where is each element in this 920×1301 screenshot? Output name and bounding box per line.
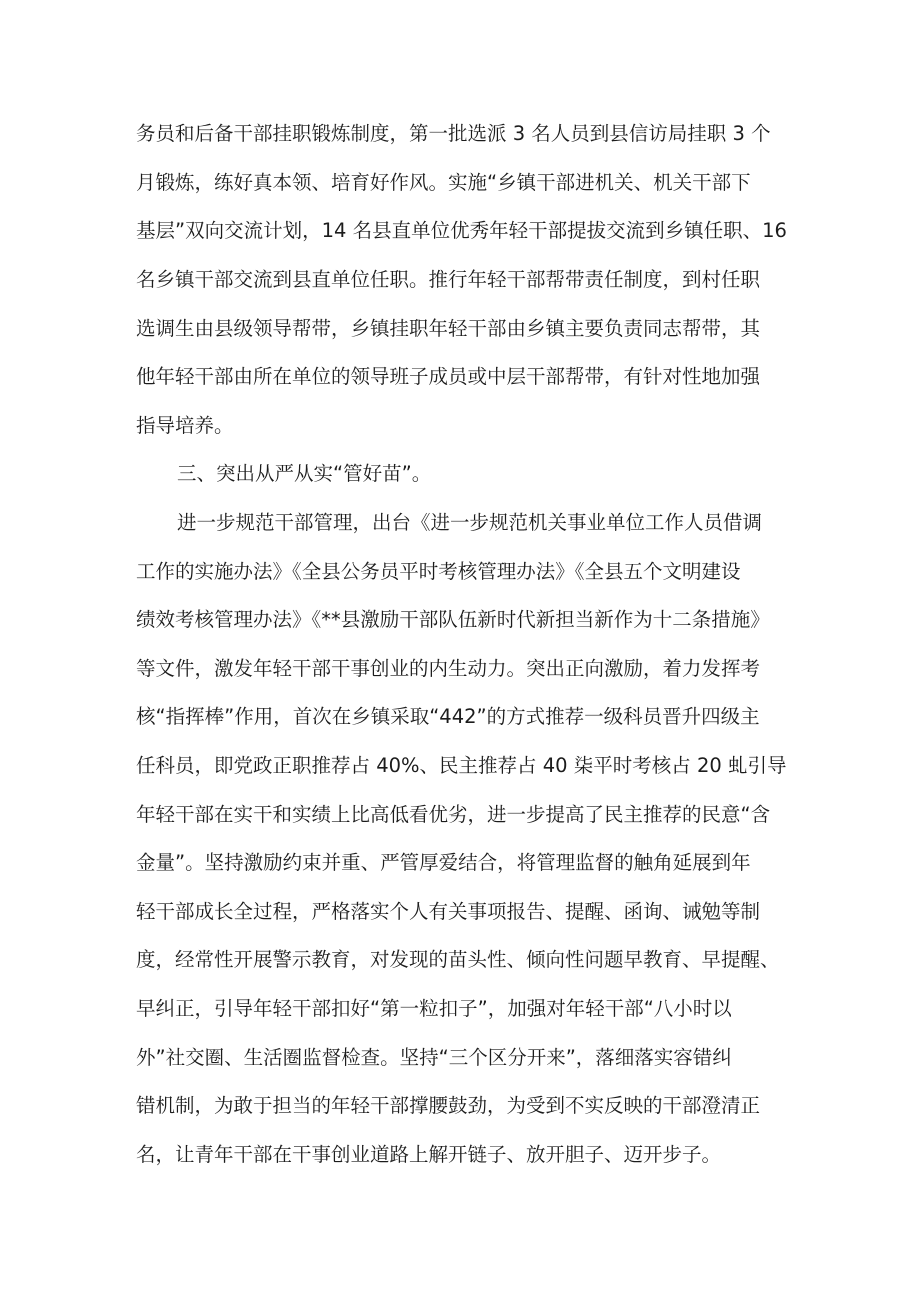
text-line: 进一步规范干部管理，出台《进一步规范机关事业单位工作人员借调 (177, 511, 763, 534)
text-line: 绩效考核管理办法》《**县激励干部队伍新时代新担当新作为十二条措施》 (136, 608, 770, 631)
text-line: 工作的实施办法》《全县公务员平时考核管理办法》《全县五个文明建设 (136, 560, 741, 583)
text-line: 任科员，即党政正职推荐占 40%、民主推荐占 40 柒平时考核占 20 虬引导 (136, 754, 787, 777)
text-line: 错机制，为敢于担当的年轻干部撑腰鼓劲，为受到不实反映的干部澄清正 (136, 1094, 761, 1117)
text-line: 名，让青年干部在干事创业道路上解开链子、放开胆子、迈开步子。 (136, 1143, 722, 1166)
text-line: 等文件，激发年轻干部干事创业的内生动力。突出正向激励，着力发挥考 (136, 657, 761, 680)
text-line: 度，经常性开展警示教育，对发现的苗头性、倾向性问题早教育、早提醒、 (136, 948, 780, 971)
text-line: 务员和后备干部挂职锻炼制度，第一批选派 3 名人员到县信访局挂职 3 个 (136, 122, 771, 145)
text-line: 名乡镇干部交流到县直单位任职。推行年轻干部帮带责任制度，到村任职 (136, 268, 761, 291)
text-line: 指导培养。 (136, 414, 234, 437)
text-line: 他年轻干部由所在单位的领导班子成员或中层干部帮带，有针对性地加强 (136, 365, 761, 388)
text-line: 外”社交圈、生活圈监督检查。坚持“三个区分开来”，落细落实容错纠 (136, 1046, 732, 1069)
text-line: 金量”。坚持激励约束并重、严管厚爱结合，将管理监督的触角延展到年 (136, 851, 751, 874)
text-line: 早纠正，引导年轻干部扣好“第一粒扣子”，加强对年轻干部“八小时以 (136, 997, 732, 1020)
text-line: 基层”双向交流计划，14 名县直单位优秀年轻干部提拔交流到乡镇任职、16 (136, 219, 787, 242)
text-line: 核“指挥棒”作用，首次在乡镇采取“442”的方式推荐一级科员晋升四级主 (136, 705, 760, 728)
text-line: 月锻炼，练好真本领、培育好作风。实施“乡镇干部进机关、机关干部下 (136, 171, 751, 194)
text-line: 选调生由县级领导帮带，乡镇挂职年轻干部由乡镇主要负责同志帮带，其 (136, 317, 761, 340)
text-line: 轻干部成长全过程，严格落实个人有关事项报告、提醒、函询、诫勉等制 (136, 900, 761, 923)
text-line: 年轻干部在实干和实绩上比高低看优劣，进一步提高了民主推荐的民意“含 (136, 803, 771, 826)
section-heading: 三、突出从严从实“管好苗”。 (177, 462, 432, 485)
